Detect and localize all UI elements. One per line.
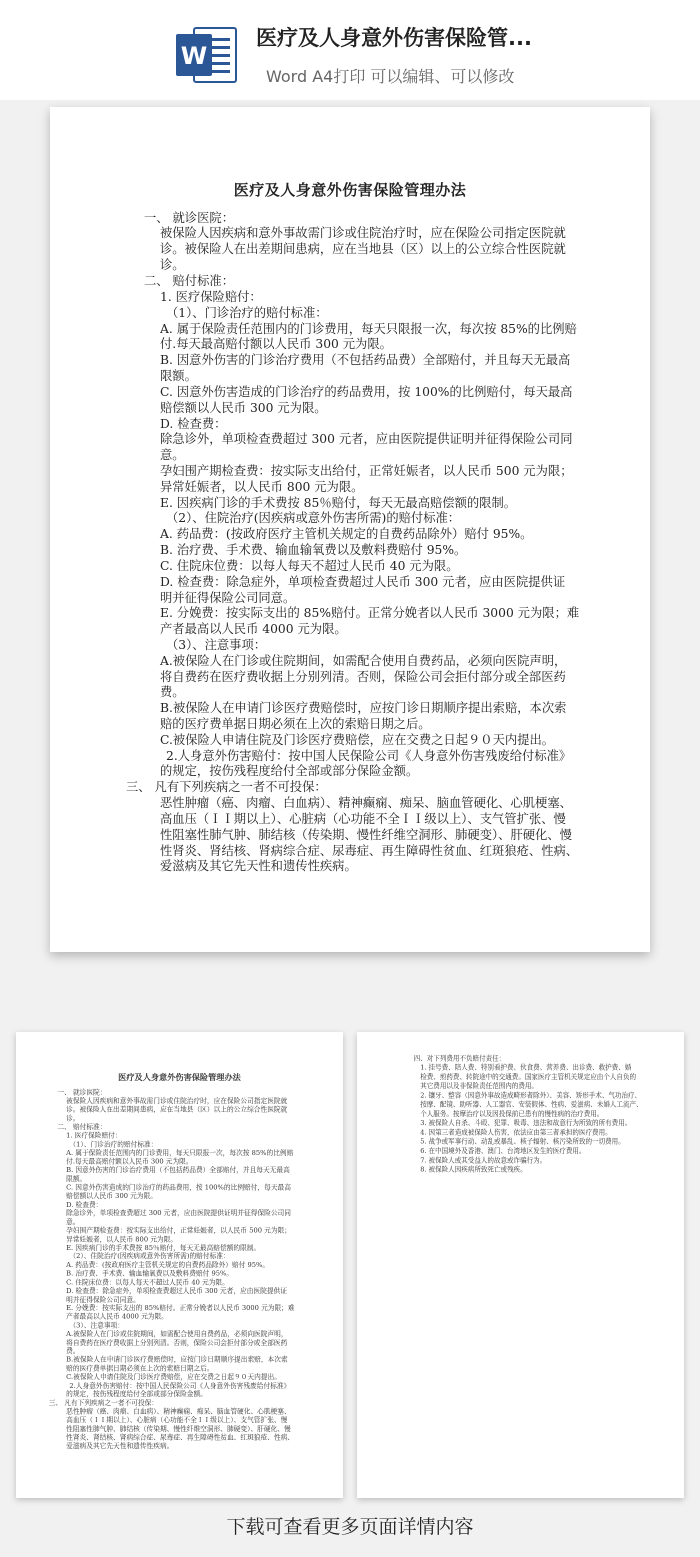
thumbnail-line: （3）、注意事项： bbox=[69, 1321, 124, 1330]
document-line: 明并征得保险公司同意。 bbox=[160, 591, 296, 605]
document-line: 爱滋病及其它先天性和遗传性疾病。 bbox=[160, 859, 357, 873]
thumbnail-line: 4. 因第三者造成被保险人伤害，依法应由第三者承担的医疗费用。 bbox=[420, 1128, 612, 1137]
document-line: D. 检查费： bbox=[160, 417, 227, 431]
document-line: 高血压（ＩＩ期以上）、心脏病（心功能不全ＩＩ级以上）、支气管扩张、慢 bbox=[160, 812, 566, 826]
thumbnail-line: 8. 被保险人因疾病所致死亡或残疾。 bbox=[420, 1165, 527, 1174]
document-line: 将自费药在医疗费收据上分别列清。否则，保险公司会拒付部分或全部医药 bbox=[160, 670, 566, 684]
document-line: 诊。 bbox=[160, 258, 185, 272]
thumbnail-line: 7. 被保险人或其受益人的故意或诈骗行为。 bbox=[420, 1156, 547, 1164]
thumbnail-line: B. 治疗费、手术费、输血输氧费以及敷料费赔付 95%。 bbox=[66, 1269, 234, 1278]
thumbnail-line: 诊。被保险人在出差期间患病，应在当地县（区）以上的公立综合性医院就 bbox=[66, 1105, 288, 1114]
thumbnail-line: 被保险人因疾病和意外事故需门诊或住院治疗时，应在保险公司指定医院就 bbox=[66, 1096, 288, 1105]
document-line: 诊。被保险人在出差期间患病，应在当地县（区）以上的公立综合性医院就 bbox=[160, 242, 566, 256]
thumbnail-line: 性肾炎、肾结核、肾病综合症、尿毒症、再生障碍性贫血、红斑狼疮、性病、 bbox=[66, 1433, 295, 1442]
section-heading: 二、 赔付标准： bbox=[144, 274, 234, 288]
thumbnail-title: 医疗及人身意外伤害保险管理办法 bbox=[118, 1072, 241, 1083]
thumbnail-line: 二、 赔付标准： bbox=[57, 1123, 107, 1131]
document-line: 异常妊娠者，以人民币 800 元为限。 bbox=[160, 480, 364, 494]
document-line: 限额。 bbox=[160, 369, 197, 383]
document-line: B. 治疗费、手术费、输血输氧费以及敷料费赔付 95%。 bbox=[160, 543, 467, 557]
thumbnail-line: C. 住院床位费：以每人每天不超过人民币 40 元为限。 bbox=[66, 1278, 229, 1286]
document-line: 孕妇围产期检查费：按实际支出给付，正常妊娠者，以人民币 500 元为限； bbox=[160, 464, 573, 478]
page-thumbnail-1[interactable] bbox=[16, 1032, 343, 1498]
thumbnail-line: 高血压（ＩＩ期以上）、心脏病（心功能不全ＩＩ级以上）、支气管扩张、慢 bbox=[66, 1416, 288, 1424]
download-more-link[interactable]: 下载可查看更多页面详情内容 bbox=[226, 1516, 474, 1538]
document-line: 意。 bbox=[160, 448, 185, 462]
page-subtitle: Word A4打印 可以编辑、可以修改 bbox=[266, 67, 515, 86]
document-page bbox=[50, 107, 650, 952]
thumbnail-line: 爱滋病及其它先天性和遗传性疾病。 bbox=[66, 1441, 174, 1450]
thumbnail-line: E. 因疾病门诊的手术费按 85％赔付，每天无最高赔偿额的限制。 bbox=[66, 1244, 261, 1252]
page-thumbnail-2[interactable] bbox=[357, 1032, 684, 1498]
thumbnail-line: 恶性肿瘤（癌、肉瘤、白血病）、精神癫痫、痴呆、脑血管硬化、心肌梗塞、 bbox=[66, 1407, 291, 1416]
thumbnail-line: 四、对下列费用不负赔付责任： bbox=[413, 1054, 506, 1062]
document-title: 医疗及人身意外伤害保险管理办法 bbox=[233, 181, 467, 199]
thumbnail-line: 将自费药在医疗费收据上分别列清。否则，保险公司会拒付部分或全部医药 bbox=[66, 1338, 288, 1347]
document-line: E. 因疾病门诊的手术费按 85％赔付，每天无最高赔偿额的限制。 bbox=[160, 496, 517, 510]
document-line: A. 药品费：(按政府医疗主管机关规定的自费药品除外）赔付 95%。 bbox=[160, 527, 533, 541]
thumbnail-line: B. 因意外伤害的门诊治疗费用（不包括药品费）全部赔付，并且每天无最高 bbox=[66, 1166, 290, 1174]
thumbnail-line: 其它费用以及非保险责任范围内的费用。 bbox=[420, 1082, 538, 1090]
document-line: 2.人身意外伤害赔付：按中国人民保险公司《人身意外伤害残废给付标准》 bbox=[166, 749, 572, 763]
document-line: 除急诊外，单项检查费超过 300 元者，应由医院提供证明并征得保险公司同 bbox=[160, 432, 573, 446]
thumbnail-line: （2）、住院治疗(因疾病或意外伤害所需)的赔付标准： bbox=[69, 1252, 230, 1260]
thumbnail-line: 2.人身意外伤害赔付：按中国人民保险公司《人身意外伤害残废给付标准》 bbox=[69, 1381, 291, 1390]
thumbnail-line: 明并征得保险公司同意。 bbox=[66, 1295, 140, 1304]
document-line: C. 住院床位费：以每人每天不超过人民币 40 元为限。 bbox=[160, 559, 459, 573]
thumbnail-line: 按摩、配镜、助听器、人工器官、安装假体、性病、爱滋病、未婚人工流产、 bbox=[420, 1100, 643, 1109]
thumbnail-line: 孕妇围产期检查费：按实际支出给付，正常妊娠者，以人民币 500 元为限； bbox=[66, 1226, 291, 1235]
document-line: 恶性肿瘤（癌、肉瘤、白血病）、精神癫痫、痴呆、脑血管硬化、心肌梗塞、 bbox=[160, 796, 572, 810]
document-line: 付.每天最高赔付额以人民币 300 元为限。 bbox=[160, 337, 392, 351]
document-line: C.被保险人申请住院及门诊医疗费赔偿，应在交费之日起９０天内提出。 bbox=[160, 733, 555, 747]
thumbnail-line: A.被保险人在门诊或住院期间，如需配合使用自费药品，必须向医院声明， bbox=[66, 1330, 288, 1338]
thumbnail-line: 意。 bbox=[66, 1217, 80, 1226]
thumbnail-line: 三、 凡有下列疾病之一者不可投保： bbox=[48, 1398, 159, 1407]
document-line: （1）、门诊治疗的赔付标准： bbox=[166, 306, 328, 320]
thumbnail-line: 1. 医疗保险赔付： bbox=[66, 1131, 122, 1140]
document-line: D. 检查费：除急症外，单项检查费超过人民币 300 元者，应由医院提供证 bbox=[160, 575, 566, 589]
section-heading: 一、 就诊医院： bbox=[144, 211, 234, 225]
thumbnail-line: D. 检查费： bbox=[66, 1200, 103, 1209]
thumbnail-line: 异常妊娠者，以人民币 800 元为限。 bbox=[66, 1235, 178, 1243]
thumbnail-line: 5. 战争或军事行动、动乱或暴乱、核子辐射、核污染所致的一切费用。 bbox=[420, 1137, 625, 1146]
document-line: （2）、住院治疗(因疾病或意外伤害所需)的赔付标准： bbox=[166, 511, 461, 525]
document-line: 赔的医疗费单据日期必须在上次的索赔日期之后。 bbox=[160, 717, 431, 731]
document-line: 费。 bbox=[160, 685, 185, 699]
document-line: 被保险人因疾病和意外事故需门诊或住院治疗时，应在保险公司指定医院就 bbox=[160, 226, 566, 240]
document-line: （3）、注意事项： bbox=[166, 638, 267, 652]
thumbnail-line: 赔偿额以人民币 300 元为限。 bbox=[66, 1192, 157, 1200]
document-line: E. 分娩费：按实际支出的 85%赔付。正常分娩者以人民币 3000 元为限；难 bbox=[160, 606, 580, 620]
thumbnail-line: C.被保险人申请住院及门诊医疗费赔偿，应在交费之日起９０天内提出。 bbox=[66, 1373, 281, 1381]
header bbox=[0, 0, 700, 100]
thumbnail-line: 赔的医疗费单据日期必须在上次的索赔日期之后。 bbox=[66, 1364, 214, 1373]
document-line: A. 属于保险责任范围内的门诊费用，每天只限报一次，每次按 85%的比例赔 bbox=[160, 322, 577, 336]
thumbnail-line: 6. 在中国境外及香港、澳门、台湾地区发生的医疗费用。 bbox=[420, 1146, 586, 1155]
thumbnail-line: E. 分娩费：按实际支出的 85%赔付。正常分娩者以人民币 3000 元为限；难 bbox=[66, 1303, 295, 1312]
thumbnail-line: 限额。 bbox=[66, 1174, 87, 1183]
thumbnail-line: 一、 就诊医院： bbox=[57, 1088, 107, 1097]
thumbnail-line: 的规定，按伤残程度给付全部或部分保险金额。 bbox=[66, 1390, 207, 1398]
section-heading: 三、 凡有下列疾病之一者不可投保： bbox=[126, 780, 327, 794]
thumbnail-line: A. 属于保险责任范围内的门诊费用，每天只限报一次，每次按 85%的比例赔 bbox=[66, 1149, 294, 1157]
thumbnail-line: 除急诊外，单项检查费超过 300 元者，应由医院提供证明并征得保险公司同 bbox=[66, 1209, 291, 1217]
thumbnail-line: 个人服务。按摩治疗以及因投保前已患有的慢性病的治疗费用。 bbox=[420, 1109, 604, 1118]
thumbnail-line: 性阻塞性肺气肿、肺结核（传染期、慢性纤维空洞形、肺硬变）、肝硬化、慢 bbox=[66, 1424, 291, 1433]
thumbnail-line: （1）、门诊治疗的赔付标准： bbox=[69, 1140, 158, 1149]
thumbnail-line: 诊。 bbox=[66, 1114, 80, 1122]
thumbnail-line: A. 药品费：(按政府医疗主管机关规定的自费药品除外）赔付 95%。 bbox=[66, 1260, 270, 1269]
document-line: B. 因意外伤害的门诊治疗费用（不包括药品费）全部赔付，并且每天无最高 bbox=[160, 353, 571, 367]
thumbnail-line: D. 检查费：除急症外，单项检查费超过人民币 300 元者，应由医院提供证 bbox=[66, 1287, 287, 1295]
document-line: 赔偿额以人民币 300 元为限。 bbox=[160, 401, 327, 415]
thumbnail-line: C. 因意外伤害造成的门诊治疗的药品费用，按 100%的比例赔付，每天最高 bbox=[66, 1183, 291, 1192]
thumbnail-line: 1. 挂号费、陪人费、特别看护费、伙食费、营养费、出诊费、救护费、婚 bbox=[420, 1063, 632, 1072]
thumbnail-line: 检费、煎药费、转院途中的交通费。国家医疗主管机关规定应由个人自负的 bbox=[420, 1072, 637, 1081]
page-title: 医疗及人身意外伤害保险管... bbox=[256, 26, 532, 50]
document-line: 的规定，按伤残程度给付全部或部分保险金额。 bbox=[160, 764, 419, 778]
thumbnail-line: B.被保险人在申请门诊医疗费赔偿时，应按门诊日期顺序提出索赔，本次索 bbox=[66, 1355, 288, 1364]
document-line: 1. 医疗保险赔付： bbox=[160, 290, 262, 304]
document-line: 产者最高以人民币 4000 元为限。 bbox=[160, 622, 347, 636]
document-line: A.被保险人在门诊或住院期间，如需配合使用自费药品，必须向医院声明， bbox=[160, 654, 567, 668]
word-icon-letter: W bbox=[180, 42, 208, 70]
thumbnail-line: 3. 被保险人自杀、斗殴、犯罪、吸毒、违法和故意行为所致的所有费用。 bbox=[420, 1119, 632, 1127]
document-line: C. 因意外伤害造成的门诊治疗的药品费用，按 100%的比例赔付，每天最高 bbox=[160, 385, 573, 399]
document-line: 性肾炎、肾结核、肾病综合症、尿毒症、再生障碍性贫血、红斑狼疮、性病、 bbox=[160, 844, 579, 858]
thumbnail-line: 费。 bbox=[66, 1347, 80, 1355]
word-document-icon bbox=[174, 22, 240, 88]
document-line: 性阻塞性肺气肿、肺结核（传染期、慢性纤维空洞形、肺硬变）、肝硬化、慢 bbox=[160, 828, 572, 842]
thumbnail-line: 产者最高以人民币 4000 元为限。 bbox=[66, 1312, 168, 1321]
thumbnail-line: 2. 镶牙、整容（因意外事故造成畸形者除外）、美容、矫形手术、气功治疗、 bbox=[420, 1091, 642, 1100]
thumbnail-line: 付.每天最高赔付额以人民币 300 元为限。 bbox=[66, 1157, 193, 1165]
document-line: B.被保险人在申请门诊医疗费赔偿时，应按门诊日期顺序提出索赔，本次索 bbox=[160, 701, 567, 715]
